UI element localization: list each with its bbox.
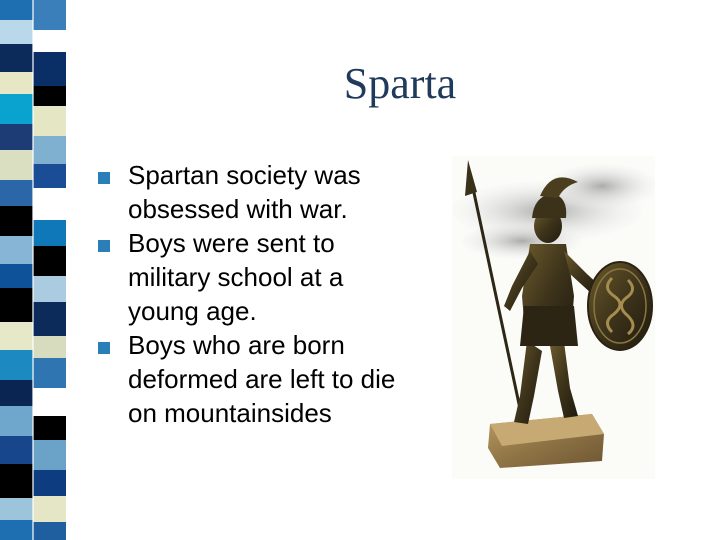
bullet-list bbox=[96, 158, 416, 430]
square-bullet-icon bbox=[98, 240, 110, 252]
decorative-side-strip bbox=[0, 0, 66, 540]
bullet-text: Boys were sent to military school at a young age. bbox=[128, 228, 344, 326]
spartan-statue-image bbox=[452, 156, 655, 479]
spartan-warrior-figure bbox=[452, 156, 655, 479]
bullet-text: Boys who are born deformed are left to die on mountainsides bbox=[128, 330, 396, 428]
square-bullet-icon bbox=[98, 342, 110, 354]
slide-title: Sparta bbox=[343, 59, 457, 108]
bullet-item bbox=[96, 328, 416, 430]
bullet-text: Spartan society was obsessed with war. bbox=[128, 160, 361, 224]
striped-border-graphic bbox=[0, 0, 66, 540]
bullet-item bbox=[96, 226, 416, 328]
square-bullet-icon bbox=[98, 172, 110, 184]
bullet-item bbox=[96, 158, 416, 226]
